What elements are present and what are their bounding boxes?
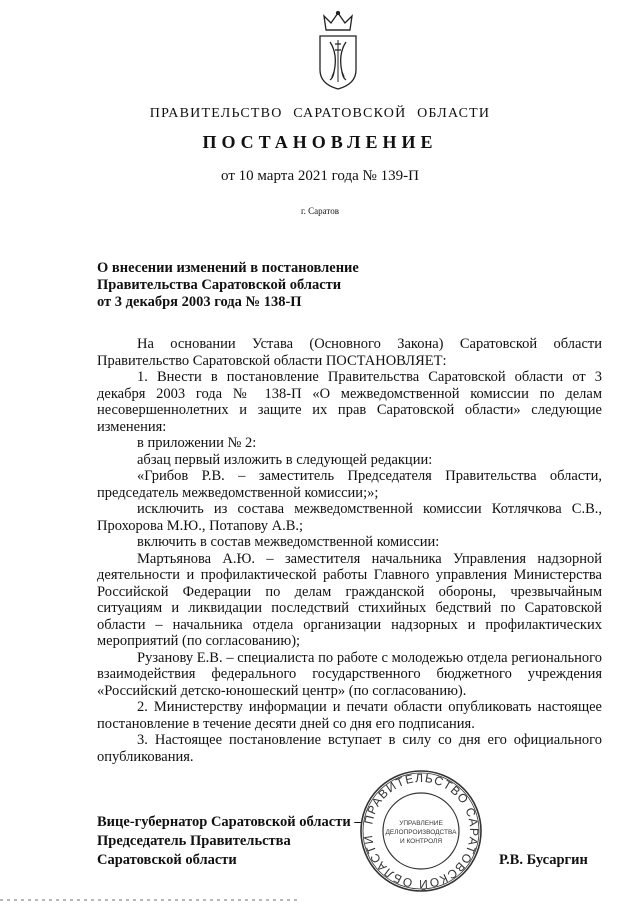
body-paragraph: в приложении № 2: xyxy=(137,435,257,451)
signatory-position-line: Вице-губернатор Саратовской области – xyxy=(97,814,362,830)
signatory-position-line: Председатель Правительства xyxy=(97,833,291,849)
body-paragraph: Мартьянова А.Ю. – заместителя начальника Управления надзорной деятельности и профилактической работы Главного управления Министерства Российской Федерации по делам гражданской обороны, чрезвычайным ситуациям и ликвидации последствий стихийных бедствий по Саратовской области – начальника отдела организации надзорных и профилактических мероприятий (по согласованию); xyxy=(97,550,602,649)
government-name: ПРАВИТЕЛЬСТВО САРАТОВСКОЙ ОБЛАСТИ xyxy=(149,106,491,121)
heading-line: О внесении изменений в постановление xyxy=(97,260,359,276)
document-date-number: от 10 марта 2021 года № 139-П xyxy=(221,168,419,184)
body-paragraph: исключить из состава межведомственной комиссии Котлячкова С.В., Прохорова М.Ю., Потапову А.В.; xyxy=(97,501,602,534)
coat-of-arms-emblem xyxy=(312,10,364,92)
scan-artifact-line xyxy=(0,899,300,901)
body-paragraph: 2. Министерству информации и печати области опубликовать настоящее постановление в течение десяти дней со дня его подписания. xyxy=(97,699,602,732)
body-paragraph: включить в состав межведомственной комиссии: xyxy=(137,534,440,550)
document-type-title: ПОСТАНОВЛЕНИЕ xyxy=(202,132,438,152)
official-stamp xyxy=(358,768,484,894)
signatory-position-line: Саратовской области xyxy=(97,852,237,868)
body-paragraph: Рузанову Е.В. – специалиста по работе с молодежью отдела регионального взаимодействия федерального государственного бюджетного учреждения «Российский детско-юношеский центр» (по согласованию). xyxy=(97,649,602,699)
body-paragraph: 3. Настоящее постановление вступает в силу со дня его официального опубликования. xyxy=(97,732,602,765)
body-paragraph: На основании Устава (Основного Закона) Саратовской области Правительство Саратовской области ПОСТАНОВЛЯЕТ: xyxy=(97,336,602,369)
stamp-center-line: ДЕЛОПРОИЗВОДСТВА xyxy=(385,829,457,836)
document-body xyxy=(97,336,602,765)
stamp-center-line: И КОНТРОЛЯ xyxy=(399,838,443,845)
body-paragraph: «Грибов Р.В. – заместитель Председателя Правительства области, председатель межведомственной комиссии;»; xyxy=(97,468,602,501)
heading-line: Правительства Саратовской области xyxy=(97,277,342,293)
signatory-name: Р.В. Бусаргин xyxy=(499,852,588,868)
document-city: г. Саратов xyxy=(301,206,339,216)
stamp-ring-text: ПРАВИТЕЛЬСТВО САРАТОВСКОЙ ОБЛАСТИ xyxy=(360,770,482,892)
signatory-position xyxy=(97,813,362,870)
body-paragraph: абзац первый изложить в следующей редакции: xyxy=(137,451,433,468)
heading-line: от 3 декабря 2003 года № 138-П xyxy=(97,294,302,310)
body-paragraph: 1. Внести в постановление Правительства Саратовской области от 3 декабря 2003 года № 138-П «О межведомственной комиссии по делам несовершеннолетних и защите их прав Саратовской области» следующие изменения: xyxy=(97,369,602,435)
stamp-center-line: УПРАВЛЕНИЕ xyxy=(399,820,443,827)
document-heading xyxy=(97,260,397,311)
